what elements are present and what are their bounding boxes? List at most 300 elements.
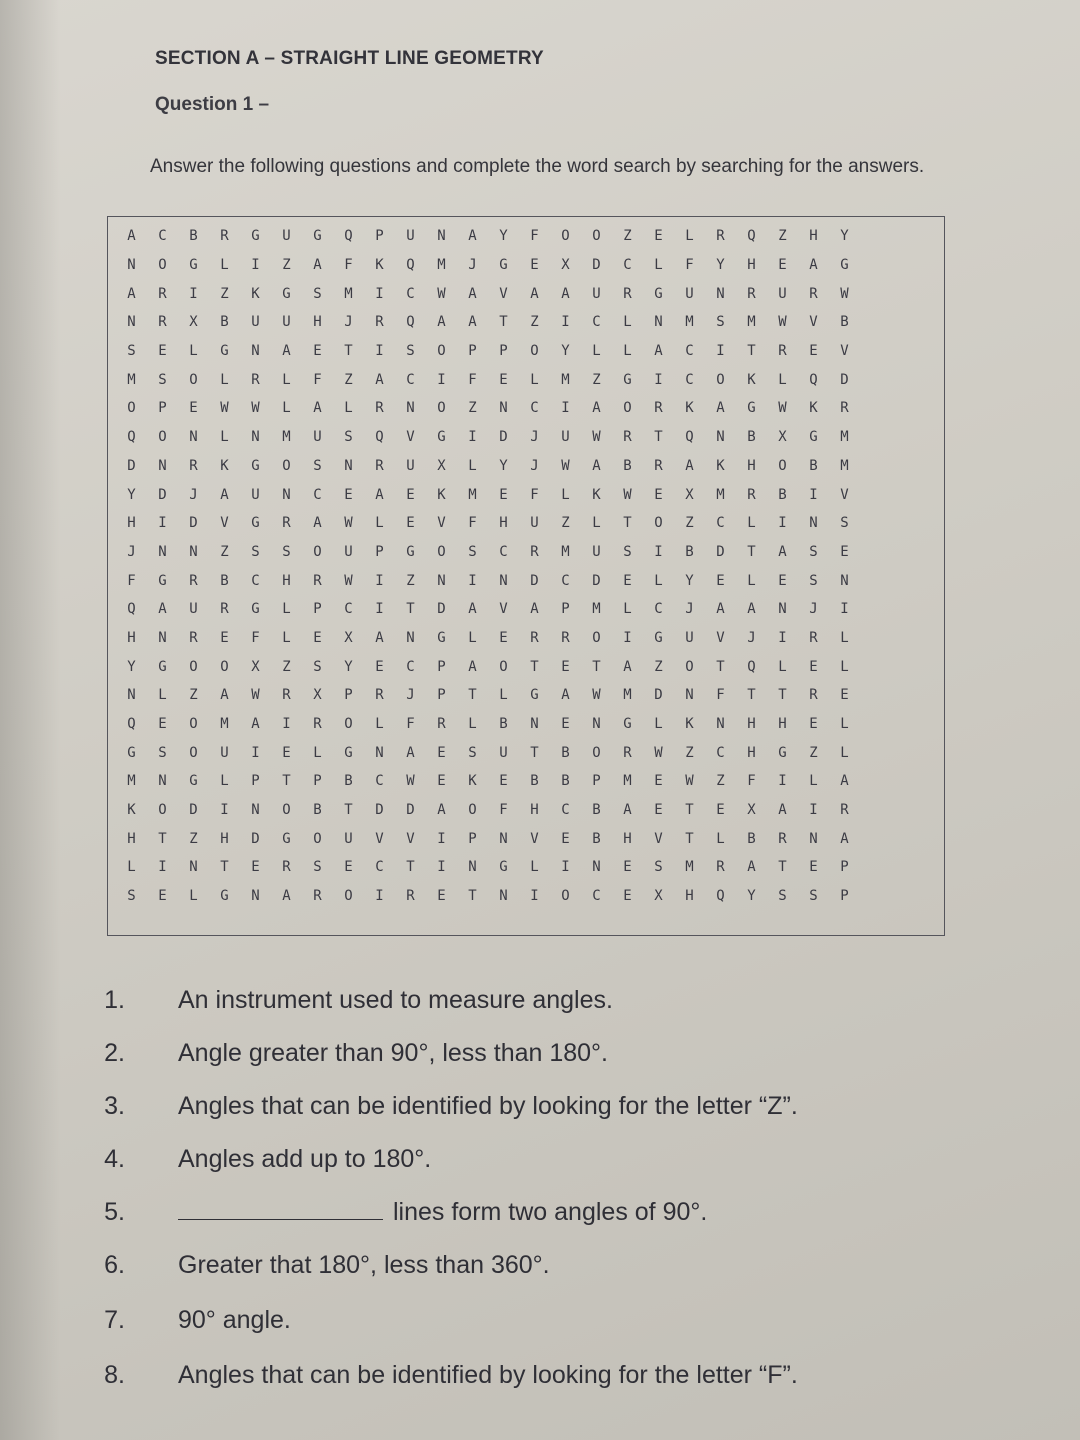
word-search-letter[interactable]: S bbox=[468, 744, 477, 761]
word-search-letter[interactable]: V bbox=[840, 486, 849, 503]
word-search-letter[interactable]: L bbox=[282, 629, 291, 646]
word-search-letter[interactable]: O bbox=[158, 802, 167, 819]
word-search-letter[interactable]: G bbox=[499, 257, 508, 274]
word-search-letter[interactable]: R bbox=[778, 830, 787, 847]
word-search-letter[interactable]: L bbox=[654, 257, 663, 274]
word-search-letter[interactable]: Y bbox=[499, 457, 508, 474]
word-search-letter[interactable]: D bbox=[840, 371, 849, 388]
word-search-letter[interactable]: W bbox=[778, 400, 787, 417]
word-search-letter[interactable]: A bbox=[127, 285, 136, 302]
word-search-letter[interactable]: O bbox=[468, 802, 477, 819]
word-search-letter[interactable]: R bbox=[561, 629, 570, 646]
word-search-letter[interactable]: A bbox=[313, 515, 322, 532]
word-search-letter[interactable]: N bbox=[499, 400, 508, 417]
word-search-letter[interactable]: I bbox=[840, 601, 849, 618]
word-search-letter[interactable]: L bbox=[189, 343, 198, 360]
word-search-letter[interactable]: Z bbox=[406, 572, 415, 589]
word-search-letter[interactable]: I bbox=[375, 601, 384, 618]
word-search-letter[interactable]: M bbox=[437, 257, 446, 274]
word-search-letter[interactable]: V bbox=[499, 285, 508, 302]
word-search-letter[interactable]: E bbox=[251, 859, 260, 876]
word-search-letter[interactable]: R bbox=[282, 859, 291, 876]
word-search-letter[interactable]: L bbox=[189, 888, 198, 905]
word-search-letter[interactable]: Q bbox=[685, 429, 694, 446]
word-search-letter[interactable]: G bbox=[220, 343, 229, 360]
word-search-letter[interactable]: Q bbox=[375, 429, 384, 446]
word-search-letter[interactable]: H bbox=[220, 830, 229, 847]
word-search-letter[interactable]: J bbox=[406, 687, 415, 704]
word-search-letter[interactable]: S bbox=[654, 859, 663, 876]
word-search-letter[interactable]: U bbox=[592, 285, 601, 302]
word-search-letter[interactable]: G bbox=[623, 716, 632, 733]
word-search-letter[interactable]: R bbox=[747, 285, 756, 302]
word-search-letter[interactable]: E bbox=[716, 572, 725, 589]
word-search-letter[interactable]: A bbox=[561, 687, 570, 704]
word-search-letter[interactable]: L bbox=[344, 400, 353, 417]
word-search-letter[interactable]: O bbox=[189, 371, 198, 388]
word-search-letter[interactable]: I bbox=[468, 572, 477, 589]
word-search-letter[interactable]: Z bbox=[220, 543, 229, 560]
word-search-letter[interactable]: M bbox=[840, 429, 849, 446]
word-search-letter[interactable]: C bbox=[375, 859, 384, 876]
word-search-letter[interactable]: F bbox=[406, 716, 415, 733]
word-search-letter[interactable]: N bbox=[282, 486, 291, 503]
word-search-letter[interactable]: R bbox=[716, 228, 725, 245]
word-search-letter[interactable]: P bbox=[468, 343, 477, 360]
word-search-letter[interactable]: G bbox=[313, 228, 322, 245]
word-search-letter[interactable]: L bbox=[468, 457, 477, 474]
word-search-letter[interactable]: X bbox=[251, 658, 260, 675]
word-search-letter[interactable]: A bbox=[561, 285, 570, 302]
word-search-letter[interactable]: N bbox=[716, 716, 725, 733]
word-search-letter[interactable]: R bbox=[282, 515, 291, 532]
word-search-letter[interactable]: L bbox=[592, 343, 601, 360]
word-search-letter[interactable]: Y bbox=[747, 888, 756, 905]
word-search-letter[interactable]: U bbox=[530, 515, 539, 532]
word-search-letter[interactable]: N bbox=[716, 285, 725, 302]
word-search-letter[interactable]: A bbox=[468, 314, 477, 331]
word-search-letter[interactable]: O bbox=[685, 658, 694, 675]
word-search-letter[interactable]: L bbox=[747, 572, 756, 589]
word-search-letter[interactable]: L bbox=[840, 744, 849, 761]
word-search-letter[interactable]: R bbox=[220, 228, 229, 245]
word-search-letter[interactable]: A bbox=[530, 601, 539, 618]
word-search-letter[interactable]: O bbox=[592, 228, 601, 245]
word-search-letter[interactable]: S bbox=[251, 543, 260, 560]
word-search-letter[interactable]: E bbox=[499, 629, 508, 646]
word-search-letter[interactable]: T bbox=[406, 601, 415, 618]
word-search-letter[interactable]: O bbox=[282, 802, 291, 819]
word-search-letter[interactable]: N bbox=[437, 572, 446, 589]
word-search-letter[interactable]: W bbox=[840, 285, 849, 302]
word-search-letter[interactable]: D bbox=[716, 543, 725, 560]
word-search-letter[interactable]: E bbox=[344, 486, 353, 503]
word-search-letter[interactable]: P bbox=[437, 687, 446, 704]
word-search-letter[interactable]: E bbox=[561, 658, 570, 675]
word-search-letter[interactable]: K bbox=[716, 457, 725, 474]
word-search-letter[interactable]: W bbox=[251, 400, 260, 417]
word-search-letter[interactable]: C bbox=[406, 658, 415, 675]
word-search-letter[interactable]: T bbox=[592, 658, 601, 675]
word-search-letter[interactable]: W bbox=[251, 687, 260, 704]
word-search-letter[interactable]: L bbox=[840, 629, 849, 646]
word-search-letter[interactable]: O bbox=[313, 830, 322, 847]
word-search-letter[interactable]: W bbox=[778, 314, 787, 331]
word-search-letter[interactable]: E bbox=[220, 629, 229, 646]
word-search-letter[interactable]: I bbox=[158, 515, 167, 532]
word-search-letter[interactable]: G bbox=[809, 429, 818, 446]
word-search-letter[interactable]: S bbox=[313, 658, 322, 675]
word-search-letter[interactable]: C bbox=[623, 257, 632, 274]
word-search-letter[interactable]: I bbox=[437, 371, 446, 388]
word-search-letter[interactable]: P bbox=[158, 400, 167, 417]
word-search-letter[interactable]: A bbox=[716, 601, 725, 618]
word-search-letter[interactable]: R bbox=[623, 429, 632, 446]
word-search-letter[interactable]: S bbox=[344, 429, 353, 446]
word-search-letter[interactable]: O bbox=[158, 429, 167, 446]
word-search-letter[interactable]: A bbox=[468, 601, 477, 618]
word-search-letter[interactable]: H bbox=[282, 572, 291, 589]
word-search-letter[interactable]: R bbox=[809, 285, 818, 302]
word-search-letter[interactable]: M bbox=[623, 773, 632, 790]
word-search-letter[interactable]: S bbox=[282, 543, 291, 560]
word-search-letter[interactable]: A bbox=[220, 486, 229, 503]
word-search-letter[interactable]: Y bbox=[127, 658, 136, 675]
word-search-letter[interactable]: J bbox=[530, 457, 539, 474]
word-search-letter[interactable]: P bbox=[375, 543, 384, 560]
word-search-letter[interactable]: F bbox=[313, 371, 322, 388]
word-search-letter[interactable]: T bbox=[158, 830, 167, 847]
word-search-letter[interactable]: E bbox=[809, 658, 818, 675]
word-search-letter[interactable]: I bbox=[778, 515, 787, 532]
word-search-letter[interactable]: N bbox=[468, 859, 477, 876]
word-search-letter[interactable]: I bbox=[375, 572, 384, 589]
word-search-letter[interactable]: U bbox=[561, 429, 570, 446]
word-search-letter[interactable]: R bbox=[313, 716, 322, 733]
word-search-letter[interactable]: G bbox=[530, 687, 539, 704]
word-search-letter[interactable]: A bbox=[623, 658, 632, 675]
word-search-letter[interactable]: B bbox=[840, 314, 849, 331]
word-search-letter[interactable]: G bbox=[778, 744, 787, 761]
word-search-letter[interactable]: R bbox=[375, 314, 384, 331]
word-search-letter[interactable]: H bbox=[499, 515, 508, 532]
word-search-letter[interactable]: O bbox=[561, 228, 570, 245]
word-search-letter[interactable]: W bbox=[685, 773, 694, 790]
word-search-letter[interactable]: O bbox=[716, 371, 725, 388]
word-search-letter[interactable]: V bbox=[840, 343, 849, 360]
word-search-letter[interactable]: I bbox=[282, 716, 291, 733]
word-search-letter[interactable]: W bbox=[344, 515, 353, 532]
word-search-letter[interactable]: E bbox=[654, 228, 663, 245]
word-search-letter[interactable]: J bbox=[344, 314, 353, 331]
word-search-letter[interactable]: R bbox=[220, 601, 229, 618]
word-search-letter[interactable]: A bbox=[220, 687, 229, 704]
word-search-letter[interactable]: C bbox=[406, 285, 415, 302]
word-search-letter[interactable]: U bbox=[499, 744, 508, 761]
word-search-letter[interactable]: T bbox=[468, 687, 477, 704]
word-search-letter[interactable]: A bbox=[468, 228, 477, 245]
word-search-letter[interactable]: R bbox=[840, 400, 849, 417]
word-search-letter[interactable]: A bbox=[685, 457, 694, 474]
word-search-letter[interactable]: N bbox=[344, 457, 353, 474]
word-search-letter[interactable]: W bbox=[437, 285, 446, 302]
word-search-letter[interactable]: Q bbox=[809, 371, 818, 388]
word-search-letter[interactable]: H bbox=[313, 314, 322, 331]
word-search-letter[interactable]: Z bbox=[654, 658, 663, 675]
word-search-letter[interactable]: O bbox=[127, 400, 136, 417]
word-search-letter[interactable]: N bbox=[127, 314, 136, 331]
word-search-letter[interactable]: V bbox=[437, 515, 446, 532]
word-search-letter[interactable]: E bbox=[623, 572, 632, 589]
word-search-letter[interactable]: B bbox=[220, 314, 229, 331]
word-search-letter[interactable]: P bbox=[592, 773, 601, 790]
word-search-letter[interactable]: L bbox=[158, 687, 167, 704]
word-search-letter[interactable]: Z bbox=[623, 228, 632, 245]
word-search-letter[interactable]: N bbox=[716, 429, 725, 446]
word-search-letter[interactable]: G bbox=[251, 228, 260, 245]
word-search-letter[interactable]: K bbox=[251, 285, 260, 302]
word-search-letter[interactable]: O bbox=[344, 716, 353, 733]
word-search-letter[interactable]: R bbox=[623, 285, 632, 302]
word-search-letter[interactable]: Q bbox=[747, 658, 756, 675]
word-search-letter[interactable]: Q bbox=[406, 257, 415, 274]
word-search-letter[interactable]: A bbox=[778, 802, 787, 819]
word-search-letter[interactable]: O bbox=[189, 716, 198, 733]
word-search-letter[interactable]: B bbox=[220, 572, 229, 589]
word-search-letter[interactable]: V bbox=[406, 830, 415, 847]
word-search-letter[interactable]: U bbox=[406, 228, 415, 245]
word-search-letter[interactable]: I bbox=[375, 888, 384, 905]
word-search-letter[interactable]: Z bbox=[716, 773, 725, 790]
word-search-letter[interactable]: Q bbox=[127, 601, 136, 618]
word-search-letter[interactable]: I bbox=[561, 314, 570, 331]
word-search-letter[interactable]: U bbox=[251, 314, 260, 331]
word-search-letter[interactable]: F bbox=[716, 687, 725, 704]
word-search-letter[interactable]: O bbox=[189, 658, 198, 675]
word-search-letter[interactable]: C bbox=[251, 572, 260, 589]
word-search-letter[interactable]: P bbox=[251, 773, 260, 790]
word-search-letter[interactable]: M bbox=[220, 716, 229, 733]
word-search-letter[interactable]: A bbox=[530, 285, 539, 302]
word-search-letter[interactable]: I bbox=[220, 802, 229, 819]
word-search-letter[interactable]: L bbox=[530, 859, 539, 876]
word-search-letter[interactable]: F bbox=[530, 486, 539, 503]
word-search-letter[interactable]: W bbox=[406, 773, 415, 790]
word-search-letter[interactable]: E bbox=[809, 859, 818, 876]
word-search-letter[interactable]: R bbox=[530, 543, 539, 560]
word-search-letter[interactable]: X bbox=[685, 486, 694, 503]
word-search-letter[interactable]: B bbox=[313, 802, 322, 819]
word-search-letter[interactable]: F bbox=[251, 629, 260, 646]
word-search-letter[interactable]: Y bbox=[685, 572, 694, 589]
word-search-letter[interactable]: V bbox=[220, 515, 229, 532]
word-search-letter[interactable]: B bbox=[530, 773, 539, 790]
word-search-letter[interactable]: C bbox=[406, 371, 415, 388]
word-search-letter[interactable]: P bbox=[344, 687, 353, 704]
word-search-letter[interactable]: V bbox=[716, 629, 725, 646]
word-search-letter[interactable]: N bbox=[158, 629, 167, 646]
word-search-letter[interactable]: O bbox=[220, 658, 229, 675]
word-search-letter[interactable]: G bbox=[251, 515, 260, 532]
word-search-letter[interactable]: A bbox=[313, 400, 322, 417]
word-search-letter[interactable]: E bbox=[158, 716, 167, 733]
word-search-letter[interactable]: H bbox=[623, 830, 632, 847]
word-search-letter[interactable]: L bbox=[282, 371, 291, 388]
word-search-letter[interactable]: T bbox=[747, 343, 756, 360]
word-search-letter[interactable]: R bbox=[840, 802, 849, 819]
word-search-letter[interactable]: B bbox=[592, 830, 601, 847]
word-search-letter[interactable]: L bbox=[623, 343, 632, 360]
word-search-letter[interactable]: C bbox=[561, 572, 570, 589]
word-search-letter[interactable]: R bbox=[158, 285, 167, 302]
word-search-letter[interactable]: O bbox=[189, 744, 198, 761]
word-search-letter[interactable]: S bbox=[809, 543, 818, 560]
word-search-letter[interactable]: B bbox=[499, 716, 508, 733]
word-search-letter[interactable]: C bbox=[685, 371, 694, 388]
word-search-letter[interactable]: I bbox=[530, 888, 539, 905]
word-search-letter[interactable]: L bbox=[220, 429, 229, 446]
word-search-letter[interactable]: X bbox=[654, 888, 663, 905]
word-search-letter[interactable]: A bbox=[468, 658, 477, 675]
word-search-letter[interactable]: O bbox=[654, 515, 663, 532]
word-search-letter[interactable]: G bbox=[251, 457, 260, 474]
word-search-letter[interactable]: U bbox=[344, 830, 353, 847]
word-search-letter[interactable]: E bbox=[561, 716, 570, 733]
word-search-letter[interactable]: Y bbox=[716, 257, 725, 274]
word-search-letter[interactable]: Z bbox=[344, 371, 353, 388]
word-search-letter[interactable]: O bbox=[623, 400, 632, 417]
word-search-letter[interactable]: O bbox=[778, 457, 787, 474]
word-search-letter[interactable]: O bbox=[282, 457, 291, 474]
word-search-letter[interactable]: N bbox=[158, 457, 167, 474]
word-search-letter[interactable]: K bbox=[809, 400, 818, 417]
word-search-letter[interactable]: J bbox=[127, 543, 136, 560]
word-search-letter[interactable]: T bbox=[685, 830, 694, 847]
word-search-letter[interactable]: E bbox=[437, 744, 446, 761]
word-search-letter[interactable]: L bbox=[220, 257, 229, 274]
word-search-letter[interactable]: A bbox=[840, 830, 849, 847]
word-search-letter[interactable]: A bbox=[375, 629, 384, 646]
word-search-letter[interactable]: T bbox=[685, 802, 694, 819]
word-search-letter[interactable]: N bbox=[375, 744, 384, 761]
word-search-letter[interactable]: C bbox=[313, 486, 322, 503]
word-search-letter[interactable]: Y bbox=[840, 228, 849, 245]
word-search-letter[interactable]: E bbox=[840, 543, 849, 560]
word-search-letter[interactable]: N bbox=[530, 716, 539, 733]
word-search-letter[interactable]: A bbox=[623, 802, 632, 819]
word-search-letter[interactable]: I bbox=[654, 371, 663, 388]
word-search-letter[interactable]: E bbox=[189, 400, 198, 417]
word-search-letter[interactable]: N bbox=[437, 228, 446, 245]
word-search-letter[interactable]: T bbox=[778, 859, 787, 876]
word-search-letter[interactable]: Z bbox=[778, 228, 787, 245]
word-search-letter[interactable]: T bbox=[778, 687, 787, 704]
word-search-letter[interactable]: L bbox=[747, 515, 756, 532]
word-search-letter[interactable]: P bbox=[499, 343, 508, 360]
word-search-letter[interactable]: Z bbox=[282, 658, 291, 675]
word-search-letter[interactable]: U bbox=[778, 285, 787, 302]
word-search-letter[interactable]: A bbox=[313, 257, 322, 274]
word-search-letter[interactable]: Z bbox=[685, 515, 694, 532]
word-search-letter[interactable]: T bbox=[499, 314, 508, 331]
word-search-letter[interactable]: M bbox=[127, 773, 136, 790]
word-search-letter[interactable]: G bbox=[499, 859, 508, 876]
word-search-letter[interactable]: V bbox=[654, 830, 663, 847]
word-search-letter[interactable]: U bbox=[592, 543, 601, 560]
word-search-letter[interactable]: R bbox=[282, 687, 291, 704]
word-search-letter[interactable]: E bbox=[623, 859, 632, 876]
word-search-letter[interactable]: N bbox=[251, 802, 260, 819]
word-search-letter[interactable]: R bbox=[406, 888, 415, 905]
word-search-letter[interactable]: J bbox=[468, 257, 477, 274]
word-search-letter[interactable]: E bbox=[499, 371, 508, 388]
word-search-letter[interactable]: S bbox=[623, 543, 632, 560]
word-search-letter[interactable]: P bbox=[840, 888, 849, 905]
word-search-letter[interactable]: F bbox=[747, 773, 756, 790]
word-search-letter[interactable]: G bbox=[282, 830, 291, 847]
word-search-letter[interactable]: M bbox=[561, 543, 570, 560]
word-search-letter[interactable]: L bbox=[840, 716, 849, 733]
word-search-letter[interactable]: S bbox=[127, 343, 136, 360]
word-search-letter[interactable]: I bbox=[158, 859, 167, 876]
word-search-letter[interactable]: U bbox=[189, 601, 198, 618]
word-search-letter[interactable]: L bbox=[375, 515, 384, 532]
word-search-letter[interactable]: T bbox=[623, 515, 632, 532]
word-search-letter[interactable]: L bbox=[375, 716, 384, 733]
word-search-letter[interactable]: H bbox=[778, 716, 787, 733]
word-search-letter[interactable]: Q bbox=[747, 228, 756, 245]
word-search-letter[interactable]: W bbox=[623, 486, 632, 503]
word-search-letter[interactable]: R bbox=[313, 572, 322, 589]
word-search-letter[interactable]: P bbox=[840, 859, 849, 876]
word-search-letter[interactable]: O bbox=[499, 658, 508, 675]
word-search-letter[interactable]: G bbox=[189, 257, 198, 274]
word-search-letter[interactable]: F bbox=[344, 257, 353, 274]
word-search-letter[interactable]: O bbox=[437, 343, 446, 360]
word-search-letter[interactable]: U bbox=[685, 629, 694, 646]
word-search-letter[interactable]: H bbox=[127, 830, 136, 847]
word-search-letter[interactable]: H bbox=[530, 802, 539, 819]
word-search-letter[interactable]: K bbox=[127, 802, 136, 819]
word-search-letter[interactable]: V bbox=[406, 429, 415, 446]
word-search-letter[interactable]: G bbox=[437, 429, 446, 446]
word-search-letter[interactable]: C bbox=[685, 343, 694, 360]
word-search-letter[interactable]: G bbox=[840, 257, 849, 274]
word-search-letter[interactable]: S bbox=[468, 543, 477, 560]
word-search-letter[interactable]: E bbox=[437, 773, 446, 790]
word-search-letter[interactable]: Y bbox=[344, 658, 353, 675]
word-search-letter[interactable]: Z bbox=[561, 515, 570, 532]
word-search-letter[interactable]: I bbox=[375, 343, 384, 360]
word-search-letter[interactable]: K bbox=[685, 400, 694, 417]
word-search-letter[interactable]: I bbox=[251, 257, 260, 274]
word-search-letter[interactable]: A bbox=[437, 314, 446, 331]
word-search-letter[interactable]: N bbox=[189, 429, 198, 446]
word-search-letter[interactable]: S bbox=[313, 285, 322, 302]
word-search-letter[interactable]: X bbox=[778, 429, 787, 446]
word-search-letter[interactable]: E bbox=[654, 486, 663, 503]
word-search-letter[interactable]: A bbox=[158, 601, 167, 618]
word-search-letter[interactable]: L bbox=[127, 859, 136, 876]
word-search-letter[interactable]: A bbox=[282, 343, 291, 360]
word-search-letter[interactable]: A bbox=[716, 400, 725, 417]
word-search-letter[interactable]: N bbox=[592, 716, 601, 733]
word-search-letter[interactable]: A bbox=[778, 543, 787, 560]
word-search-letter[interactable]: A bbox=[592, 457, 601, 474]
word-search-letter[interactable]: G bbox=[406, 543, 415, 560]
word-search-letter[interactable]: O bbox=[158, 257, 167, 274]
word-search-letter[interactable]: U bbox=[251, 486, 260, 503]
